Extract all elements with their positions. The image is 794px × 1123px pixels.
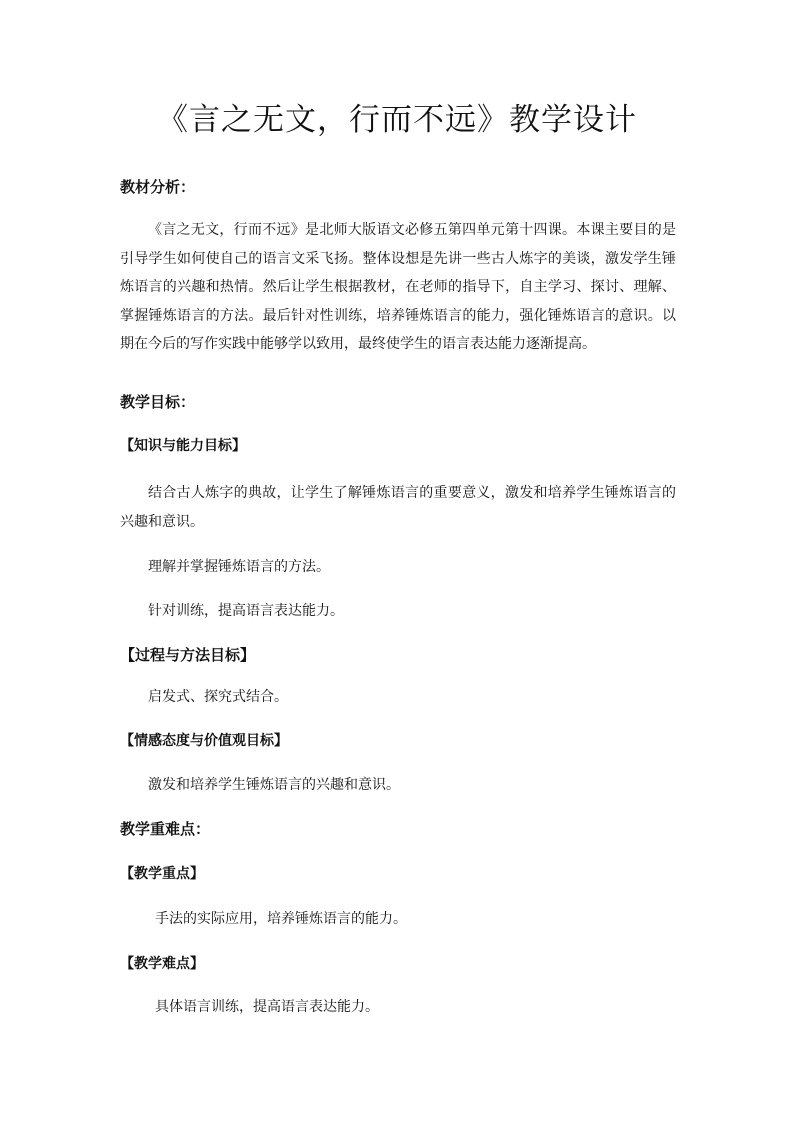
subheading-knowledge: 【知识与能力目标】 (120, 438, 246, 454)
section-heading-key-points: 教学重难点： (120, 820, 211, 838)
subheading-process: 【过程与方法目标】 (120, 646, 256, 664)
knowledge-item-1: 结合古人炼字的典故，让学生了解锤炼语言的重要意义，激发和培养学生锤炼语言的兴趣和意识。 (120, 485, 676, 530)
emotion-item-1: 激发和培养学生锤炼语言的兴趣和意识。 (148, 777, 400, 793)
subheading-emotion: 【情感态度与价值观目标】 (120, 733, 288, 749)
analysis-paragraph: 《言之无文，行而不远》是北师大版语文必修五第四单元第十四课。本课主要目的是引导学生如何使自己的语言文采飞扬。整体设想是先讲一些古人炼字的美谈，激发学生锤炼语言的兴趣和热情。然后让学生根据教材，在老师的指导下，自主学习、探讨、理解、掌握锤炼语言的方法。最后针对性训练，培养锤炼语言的能力，强化锤炼语言的意识。以期在今后的写作实践中能够学以致用，最终使学生的语言表达能力逐渐提高。 (120, 222, 676, 352)
section-heading-objectives: 教学目标： (120, 393, 196, 411)
section-heading-analysis: 教材分析： (120, 178, 196, 196)
process-item-1: 启发式、探究式结合。 (148, 689, 288, 705)
document-title: 《言之无文，行而不远》教学设计 (157, 102, 637, 138)
knowledge-item-2: 理解并掌握锤炼语言的方法。 (148, 559, 330, 575)
difficulty-item-1: 具体语言训练，提高语言表达能力。 (155, 999, 379, 1015)
focus-item-1: 手法的实际应用，培养锤炼语言的能力。 (155, 911, 407, 927)
subheading-focus: 【教学重点】 (120, 866, 204, 882)
subheading-difficulty: 【教学难点】 (120, 956, 204, 972)
knowledge-item-3: 针对训练，提高语言表达能力。 (148, 603, 344, 619)
